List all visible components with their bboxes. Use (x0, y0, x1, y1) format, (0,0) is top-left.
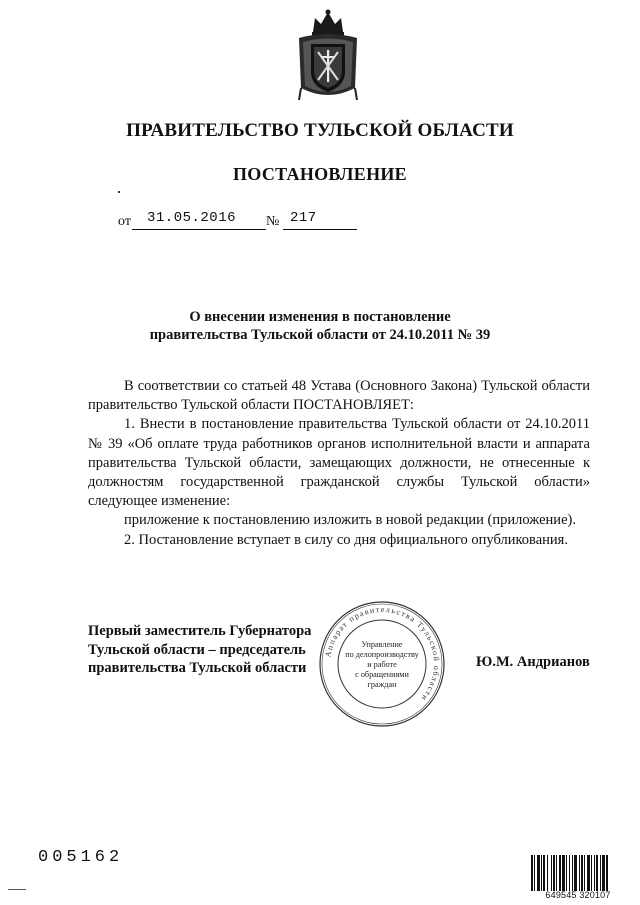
signatory-name: Ю.М. Андрианов (476, 654, 590, 670)
barcode (530, 855, 626, 891)
stamp-line-1: Управление (361, 640, 403, 649)
signatory-position-line-3: правительства Тульской области (88, 660, 307, 676)
body-paragraph-change: приложение к постановлению изложить в новой редакции (приложение). (124, 512, 576, 529)
stamp-line-4: с обращениями (355, 670, 409, 679)
body-paragraph-item-1: 1. Внести в постановление правительства Тульской области от 24.10.2011 № 39 «Об оплате труда работников органов исполнительной власти и аппарата правительства Тульской области, замещающих должности, не отнесенные к должностям государственной гражданской службы Тульской области» следующее изменение: (88, 416, 590, 510)
number-underline (283, 229, 357, 230)
subject-line-1: О внесении изменения в постановление (189, 309, 451, 325)
stamp-line-3: и работе (367, 660, 397, 669)
stamp-ring-text: Аппарат правительства Тульской области (323, 604, 442, 704)
stamp-line-5: граждан (367, 680, 397, 689)
signatory-position-line-2: Тульской области – председатель (88, 641, 306, 658)
coat-of-arms-icon (293, 8, 363, 106)
barcode-icon (530, 855, 626, 891)
document-date: 31.05.2016 (147, 210, 237, 226)
body-paragraph-preamble: В соответствии со статьей 48 Устава (Основного Закона) Тульской области правительство Тульской области ПОСТАНОВЛЯЕТ: (88, 378, 590, 414)
signatory-position (88, 622, 348, 678)
subject-line-2: правительства Тульской области от 24.10.2011 № 39 (149, 327, 491, 343)
scan-dot (118, 191, 120, 193)
barcode-number: 649545 320107 (545, 890, 611, 900)
number-prefix: № (266, 214, 280, 229)
document-number: 217 (290, 210, 317, 226)
document-body (88, 377, 590, 550)
document-serial-number: 005162 (38, 848, 124, 867)
stamp-inner-text (332, 640, 432, 690)
date-underline (132, 229, 266, 230)
organization-title: ПРАВИТЕЛЬСТВО ТУЛЬСКОЙ ОБЛАСТИ (126, 120, 514, 141)
signatory-position-line-1: Первый заместитель Губернатора (88, 623, 312, 639)
date-prefix: от (118, 214, 131, 229)
scan-mark (8, 889, 26, 890)
document-type: ПОСТАНОВЛЕНИЕ (233, 164, 407, 184)
document-subject (0, 308, 640, 344)
coat-of-arms-emblem (293, 8, 363, 106)
stamp-line-2: по делопроизводству (345, 650, 419, 659)
body-paragraph-item-2: 2. Постановление вступает в силу со дня официального опубликования. (124, 531, 568, 548)
